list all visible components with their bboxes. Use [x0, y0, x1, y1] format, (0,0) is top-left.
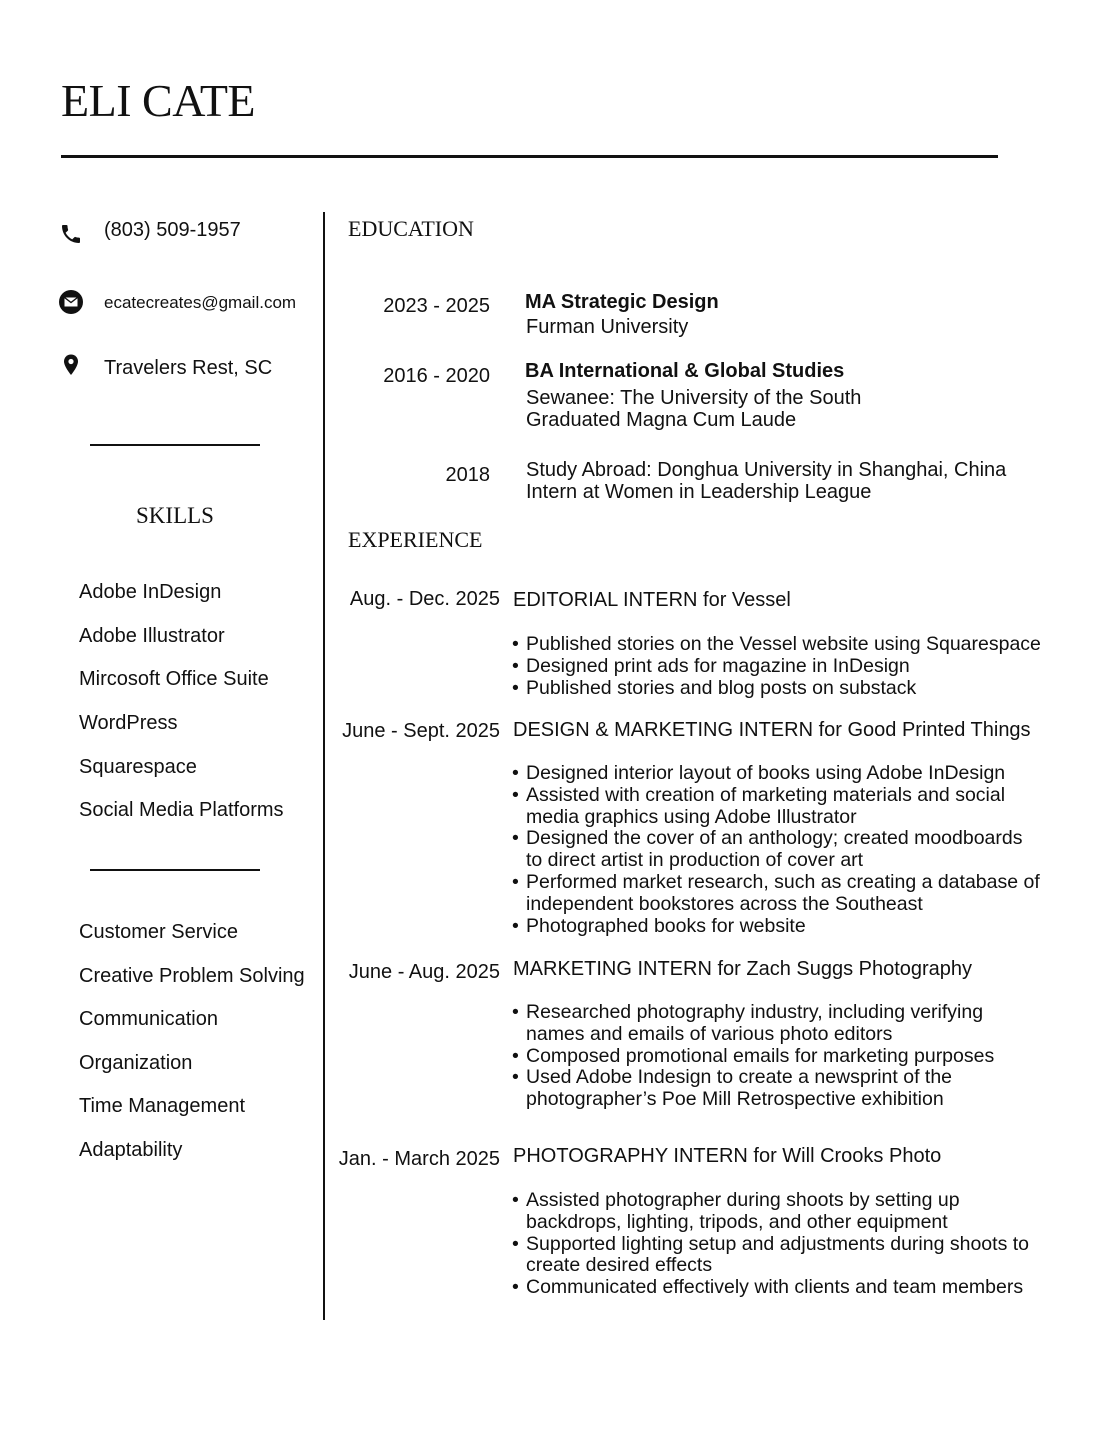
bullet-item: • Used Adobe Indesign to create a newsprint of the	[512, 1067, 994, 1089]
education-heading: EDUCATION	[348, 216, 474, 241]
job-bullets	[512, 634, 1041, 699]
job-title: MARKETING INTERN for Zach Suggs Photography	[513, 958, 973, 980]
education-line: Intern at Women in Leadership League	[526, 481, 872, 503]
skill-item: Time Management	[79, 1095, 245, 1117]
skills-heading: SKILLS	[136, 503, 214, 528]
bullet-item: • Researched photography industry, including verifying	[512, 1002, 994, 1024]
job-title: DESIGN & MARKETING INTERN for Good Printed Things	[513, 719, 1031, 741]
skill-item: Organization	[79, 1052, 193, 1074]
bullet-item: independent bookstores across the Southeast	[526, 892, 923, 915]
column-divider	[323, 212, 325, 1320]
skill-item: Adobe Illustrator	[79, 625, 225, 647]
bullet-item: • Assisted photographer during shoots by setting up	[512, 1190, 1029, 1212]
education-years: 2016 - 2020	[383, 365, 490, 387]
job-dates: Aug. - Dec. 2025	[349, 588, 500, 610]
job-dates: June - Aug. 2025	[348, 961, 500, 983]
bullet-item: • Performed market research, such as creating a database of	[512, 872, 1040, 894]
bullet-item: to direct artist in production of cover art	[526, 849, 864, 872]
bullet-item: create desired effects	[526, 1254, 713, 1277]
job-bullets	[512, 1002, 994, 1111]
job-dates: June - Sept. 2025	[342, 720, 500, 742]
skill-item: Communication	[79, 1008, 218, 1030]
bullet-item: • Published stories on the Vessel website using Squarespace	[512, 634, 1041, 656]
job-bullets	[512, 763, 1040, 937]
education-degree: BA International & Global Studies	[525, 360, 845, 382]
bullet-item: • Composed promotional emails for marketing purposes	[512, 1046, 994, 1068]
bullet-item: • Designed print ads for magazine in InDesign	[512, 656, 1041, 678]
bullet-item: backdrops, lighting, tripods, and other equipment	[526, 1210, 948, 1233]
skill-item: Social Media Platforms	[79, 799, 284, 821]
education-line: Study Abroad: Donghua University in Shanghai, China	[526, 459, 1007, 481]
education-school: Sewanee: The University of the South	[526, 387, 862, 409]
bullet-item: • Supported lighting setup and adjustments during shoots to	[512, 1234, 1029, 1256]
experience-heading: EXPERIENCE	[348, 527, 483, 552]
contact-phone[interactable]: (803) 509-1957	[104, 219, 241, 241]
bullet-item: • Designed the cover of an anthology; created moodboards	[512, 828, 1040, 850]
bullet-item: • Photographed books for website	[512, 916, 1040, 938]
skill-item: Adobe InDesign	[79, 581, 222, 603]
bullet-item: • Designed interior layout of books using Adobe InDesign	[512, 763, 1040, 785]
education-years: 2018	[445, 464, 490, 486]
bullet-item: • Published stories and blog posts on substack	[512, 678, 1041, 700]
phone-icon	[59, 222, 83, 246]
job-bullets	[512, 1190, 1029, 1299]
skill-item: Creative Problem Solving	[79, 965, 305, 987]
bullet-item: • Assisted with creation of marketing materials and social	[512, 785, 1040, 807]
contact-location: Travelers Rest, SC	[104, 357, 273, 379]
bullet-item: names and emails of various photo editors	[526, 1022, 893, 1045]
job-title: PHOTOGRAPHY INTERN for Will Crooks Photo	[513, 1145, 942, 1167]
education-school: Furman University	[526, 316, 689, 338]
skill-item: Adaptability	[79, 1139, 183, 1161]
location-pin-icon	[59, 353, 83, 377]
skill-item: WordPress	[79, 712, 178, 734]
education-degree: MA Strategic Design	[525, 291, 719, 313]
job-title: EDITORIAL INTERN for Vessel	[513, 589, 791, 611]
skill-item: Customer Service	[79, 921, 238, 943]
bullet-item: photographer’s Poe Mill Retrospective exhibition	[526, 1088, 944, 1111]
sidebar-divider	[90, 869, 260, 871]
bullet-item: media graphics using Adobe Illustrator	[526, 805, 857, 828]
education-honors: Graduated Magna Cum Laude	[526, 409, 797, 431]
sidebar-divider	[90, 444, 260, 446]
resume-name: ELI CATE	[61, 75, 256, 126]
header-divider	[61, 155, 998, 158]
education-years: 2023 - 2025	[383, 295, 490, 317]
mail-icon	[59, 290, 83, 314]
job-dates: Jan. - March 2025	[338, 1148, 500, 1170]
contact-email[interactable]: ecatecreates@gmail.com	[104, 293, 297, 312]
bullet-item: • Communicated effectively with clients and team members	[512, 1277, 1029, 1299]
skill-item: Mircosoft Office Suite	[79, 668, 269, 690]
skill-item: Squarespace	[79, 756, 197, 778]
